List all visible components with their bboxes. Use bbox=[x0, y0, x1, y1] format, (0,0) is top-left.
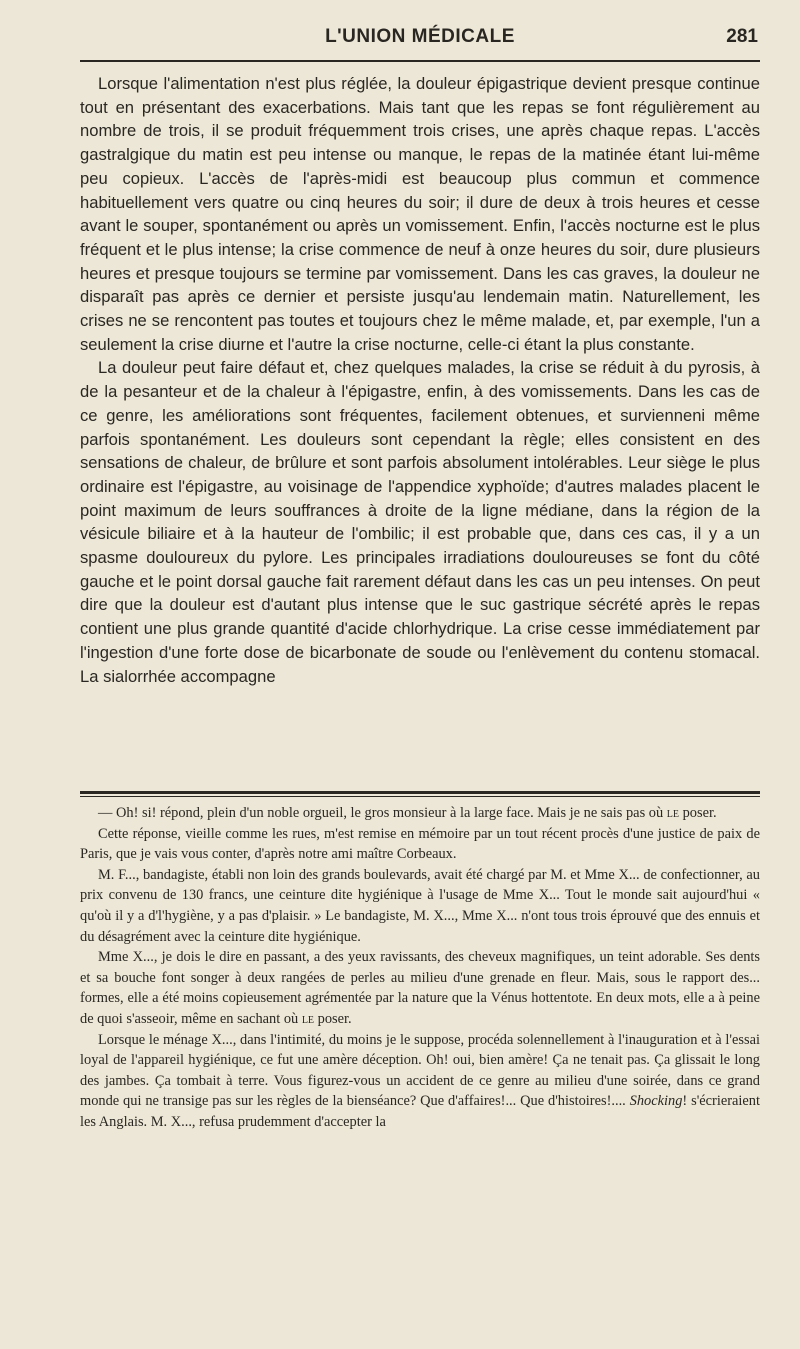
feuilleton-paragraph: — Oh! si! répond, plein d'un noble orgueil, le gros monsieur à la large face. Mais je ne sais pas où le poser. bbox=[98, 805, 717, 821]
page-number: 281 bbox=[726, 26, 758, 47]
feuilleton-rule bbox=[80, 791, 760, 794]
header-rule bbox=[80, 60, 760, 62]
main-text bbox=[80, 72, 760, 688]
feuilleton-paragraph: Mme X..., je dois le dire en passant, a des yeux ravissants, des cheveux magnifiques, un teint adorable. Ses dents et sa bouche font songer à deux rangées de perles au milieu d'une grenade en fleur. Mais, sous le rapport des... formes, elle a été moins copieusement agrémentée par la nature que la Vénus hottentote. En deux mots, elle a à peine de quoi s'asseoir, même en sachant où le poser. bbox=[80, 949, 760, 1027]
small-caps-word: le bbox=[666, 805, 679, 821]
feuilleton-paragraph: M. F..., bandagiste, établi non loin des grands boulevards, avait été chargé par M. et Mme X... de confectionner, au prix convenu de 130 francs, une ceinture dite hygiénique à l'usage de Mme X... Tout le monde sait aujourd'hui « qu'où il y a d'l'hygiène, y a pas d'plaisir. » Le bandagiste, M. X..., Mme X... n'ont tous trois éprouvé que des ennuis et du désagrément avec la ceinture dite hygiénique. bbox=[80, 866, 760, 945]
main-paragraph: La douleur peut faire défaut et, chez quelques malades, la crise se réduit à du pyrosis, à de la pesanteur et de la chaleur à l'épigastre, enfin, à des vomissements. Dans les cas de ce genre, les améliorations sont fréquentes, facilement obtenues, et survienneni même parfois spontanément. Les douleurs sont cependant la règle; elles consistent en des sensations de chaleur, de brûlure et sont parfois absolument intolérables. Leur siège le plus ordinaire est l'épigastre, au voisinage de l'appendice xyphoïde; d'autres malades placent le point maximum de leurs souffrances à droite de la ligne médiane, dans la région de la vésicule biliaire et à la hauteur de l'ombilic; il est probable que, dans ces cas, il y a un spasme douloureux du pylore. Les principales irradiations douloureuses se font du côté gauche et le point dorsal gauche fait rarement défaut dans les cas un peu intenses. On peut dire que la douleur est d'autant plus intense que le suc gastrique sécrété après le repas contient une plus grande quantité d'acide chlorhydrique. La crise cesse immédiatement par l'ingestion d'une forte dose de bicarbonate de soude ou l'enlèvement du contenu stomacal. La sialorrhée accompagne bbox=[80, 358, 760, 686]
feuilleton-paragraph: Cette réponse, vieille comme les rues, m'est remise en mémoire par un tout récent procès d'une justice de paix de Paris, que je vais vous conter, d'après notre ami maître Corbeaux. bbox=[80, 825, 760, 863]
feuilleton-text bbox=[80, 803, 760, 1133]
italic-word: Shocking bbox=[629, 1093, 683, 1110]
running-title: L'UNION MÉDICALE bbox=[325, 26, 515, 47]
feuilleton-rule-thin bbox=[80, 796, 760, 797]
page-header bbox=[80, 24, 760, 58]
feuilleton-paragraph: Lorsque le ménage X..., dans l'intimité, du moins je le suppose, procéda solennellement à l'inauguration et à l'essai loyal de l'appareil hygiénique, ce fut une amère déception. Oh! oui, bien amère! Ça ne tenait pas. Ça glissait le long des jambes. Ça tombait à terre. Vous figurez-vous un accident de ce genre au milieu d'une soirée, dans ce grand monde qui ne transige pas sur les règles de la bienséance? Que d'affaires!... Que d'histoires!.... Shocking! s'écrieraient les Anglais. M. X..., refusa prudemment d'accepter la bbox=[80, 1031, 760, 1130]
main-paragraph: Lorsque l'alimentation n'est plus réglée, la douleur épigastrique devient presque continue tout en présentant des exacerbations. Mais tant que les repas se font régulièrement au nombre de trois, il se produit fréquemment trois crises, une après chaque repas. L'accès gastralgique du matin est peu intense ou manque, le repas de la matinée étant lui-même peu copieux. L'accès de l'après-midi est beaucoup plus commun et commence habituellement vers quatre ou cinq heures du soir; il dure de deux à trois heures et cesse avant le souper, spontanément ou après un vomissement. Enfin, l'accès nocturne est le plus fréquent et le plus intense; la crise commence de neuf à onze heures du soir, dure plusieurs heures et presque toujours se termine par vomissement. Dans les cas graves, la douleur ne disparaît pas après ce dernier et persiste jusqu'au lendemain matin. Naturellement, les crises ne se rencontent pas toutes et toujours chez le même malade, et, par exemple, l'un a seulement la crise diurne et l'autre la crise nocturne, celle-ci étant la plus constante. bbox=[80, 74, 760, 354]
small-caps-word: le bbox=[301, 1010, 315, 1027]
